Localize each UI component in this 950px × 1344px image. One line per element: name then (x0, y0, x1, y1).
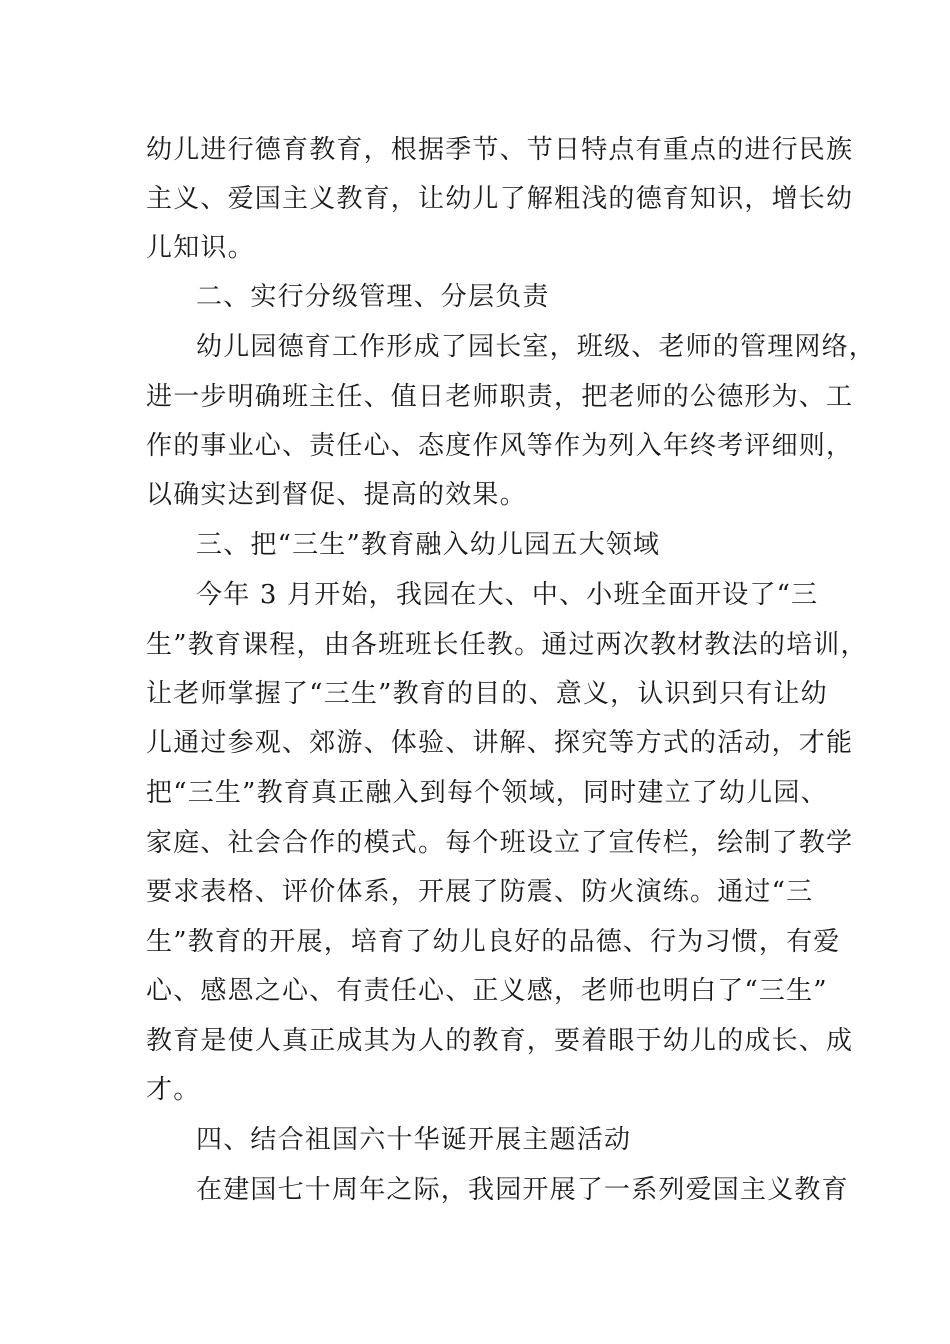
paragraph-line: 主义、爱国主义教育，让幼儿了解粗浅的德育知识，增长幼 (146, 184, 854, 214)
paragraph-line: 要求表格、评价体系，开展了防震、防火演练。通过“三 (146, 877, 814, 907)
paragraph-line: 让老师掌握了“三生”教育的目的、意义，认识到只有让幼 (146, 679, 828, 709)
paragraph-line: 教育是使人真正成其为人的教育，要着眼于幼儿的成长、成 (146, 1026, 854, 1056)
paragraph-line: 才。 (146, 1075, 201, 1105)
paragraph-line: 儿知识。 (146, 233, 255, 263)
paragraph-line: 今年 3 月开始，我园在大、中、小班全面开设了“三 (196, 580, 819, 610)
paragraph-line: 把“三生”教育真正融入到每个领域，同时建立了幼儿园、 (146, 778, 828, 808)
section-heading: 四、结合祖国六十华诞开展主题活动 (196, 1125, 632, 1155)
paragraph-line: 作的事业心、责任心、态度作风等作为列入年终考评细则， (146, 431, 854, 461)
paragraph-line: 儿通过参观、郊游、体验、讲解、探究等方式的活动，才能 (146, 728, 854, 758)
paragraph-line: 在建国七十周年之际，我园开展了一系列爱国主义教育 (196, 1175, 849, 1205)
paragraph-line: 幼儿进行德育教育，根据季节、节日特点有重点的进行民族 (146, 135, 854, 165)
paragraph-line: 家庭、社会合作的模式。每个班设立了宣传栏，绘制了教学 (146, 828, 854, 858)
paragraph-line: 心、感恩之心、有责任心、正义感，老师也明白了“三生” (146, 976, 828, 1006)
section-heading: 三、把“三生”教育融入幼儿园五大领域 (196, 530, 661, 560)
paragraph-line: 以确实达到督促、提高的效果。 (146, 480, 527, 510)
paragraph-line: 幼儿园德育工作形成了园长室，班级、老师的管理网络， (196, 332, 877, 362)
paragraph-line: 进一步明确班主任、值日老师职责，把老师的公德形为、工 (146, 382, 854, 412)
section-heading: 二、实行分级管理、分层负责 (196, 282, 550, 312)
paragraph-line: 生”教育课程，由各班班长任教。通过两次教材教法的培训， (146, 630, 868, 660)
paragraph-line: 生”教育的开展，培育了幼儿良好的品德、行为习惯，有爱 (146, 927, 841, 957)
